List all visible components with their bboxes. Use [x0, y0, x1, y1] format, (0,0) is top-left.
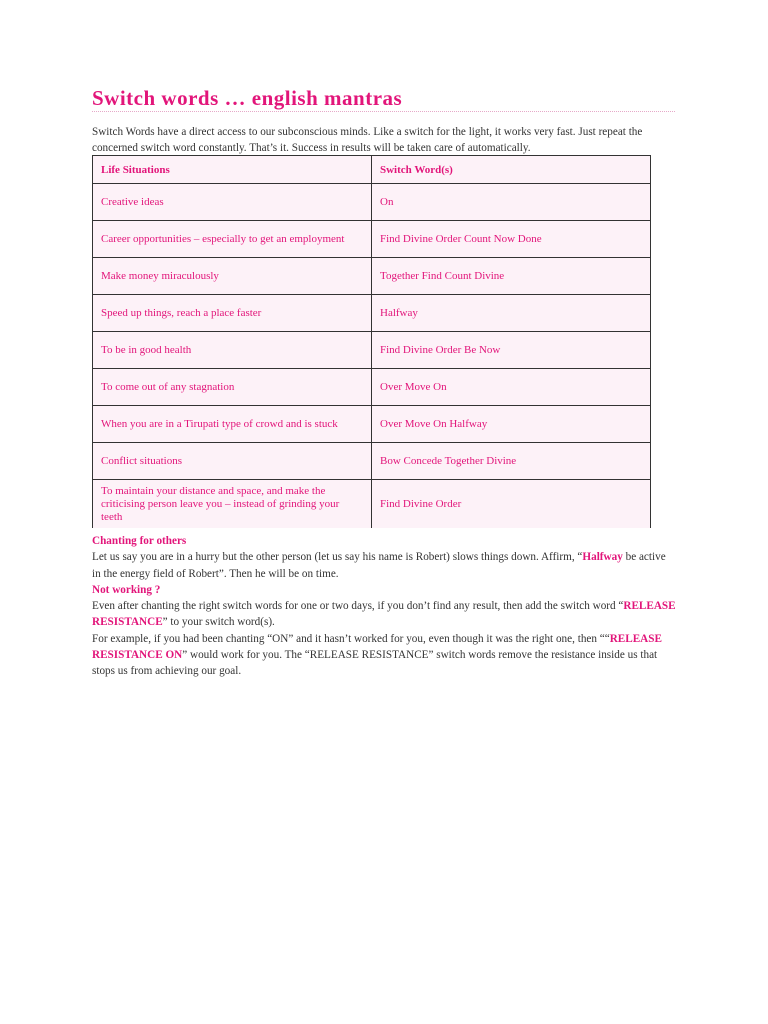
- intro-paragraph: Switch Words have a direct access to our subconscious minds. Like a switch for the light, it works very fast. Just repeat the concerned switch word constantly. That’s it. Success in results will be taken care of automatically.: [92, 126, 643, 154]
- chanting-text: Let us say you are in a hurry but the other person (let us say his name is Robert) slows things down. Affirm, “: [92, 551, 583, 564]
- release-resistance-highlight: RELEASE RESISTANCE: [92, 600, 676, 629]
- halfway-highlight: Halfway: [582, 551, 623, 564]
- not-working-text: Even after chanting the right switch words for one or two days, if you don’t find any result, then add the switch word “: [92, 600, 624, 613]
- body-text: [92, 533, 677, 680]
- situation-cell: Creative ideas: [93, 184, 372, 221]
- example-text-end: ” would work for you. The “RELEASE RESISTANCE” switch words remove the resistance inside us that stops us from achieving our goal.: [92, 649, 658, 678]
- switch-word-cell: Together Find Count Divine: [372, 258, 651, 295]
- table-row: [93, 295, 651, 332]
- situation-cell: To come out of any stagnation: [93, 369, 372, 406]
- title-divider: [92, 111, 675, 112]
- situation-cell: To maintain your distance and space, and make the criticising person leave you – instead of grinding your teeth: [93, 480, 372, 529]
- page-title: Switch words … english mantras: [92, 86, 403, 110]
- switch-words-table: [92, 155, 651, 528]
- situation-cell: Career opportunities – especially to get an employment: [93, 221, 372, 258]
- not-working-heading: Not working ?: [92, 583, 161, 596]
- switch-word-cell: Halfway: [372, 295, 651, 332]
- chanting-heading: Chanting for others: [92, 535, 187, 547]
- switch-word-cell: Over Move On: [372, 369, 651, 406]
- switch-word-cell: Find Divine Order: [372, 480, 651, 529]
- table-row: [93, 332, 651, 369]
- not-working-paragraph: [92, 598, 677, 631]
- table-row: [93, 369, 651, 406]
- example-paragraph: [92, 631, 677, 680]
- release-resistance-on-highlight: RELEASE RESISTANCE ON: [92, 632, 662, 662]
- table-row: [93, 406, 651, 443]
- table-row: [93, 443, 651, 480]
- switch-word-cell: Over Move On Halfway: [372, 406, 651, 443]
- table-row: [93, 480, 651, 529]
- switch-word-cell: Find Divine Order Count Now Done: [372, 221, 651, 258]
- chanting-text-end: be active in the energy field of Robert”. Then he will be on time.: [92, 551, 666, 580]
- table-row: [93, 184, 651, 221]
- table-row: [93, 258, 651, 295]
- switch-word-cell: On: [372, 184, 651, 221]
- situation-cell: Conflict situations: [93, 443, 372, 480]
- column-header-life-situations: Life Situations: [93, 156, 372, 184]
- situation-cell: When you are in a Tirupati type of crowd and is stuck: [93, 406, 372, 443]
- situation-cell: Make money miraculously: [93, 258, 372, 295]
- situation-cell: Speed up things, reach a place faster: [93, 295, 372, 332]
- not-working-text-end: ” to your switch word(s).: [162, 616, 275, 629]
- table-header-row: [93, 156, 651, 184]
- situation-cell: To be in good health: [93, 332, 372, 369]
- table-row: [93, 221, 651, 258]
- switch-word-cell: Bow Concede Together Divine: [372, 443, 651, 480]
- chanting-paragraph: [92, 549, 677, 582]
- example-text: For example, if you had been chanting “ON” and it hasn’t worked for you, even though it was the right one, then ““: [92, 632, 610, 645]
- column-header-switch-words: Switch Word(s): [372, 156, 651, 184]
- switch-word-cell: Find Divine Order Be Now: [372, 332, 651, 369]
